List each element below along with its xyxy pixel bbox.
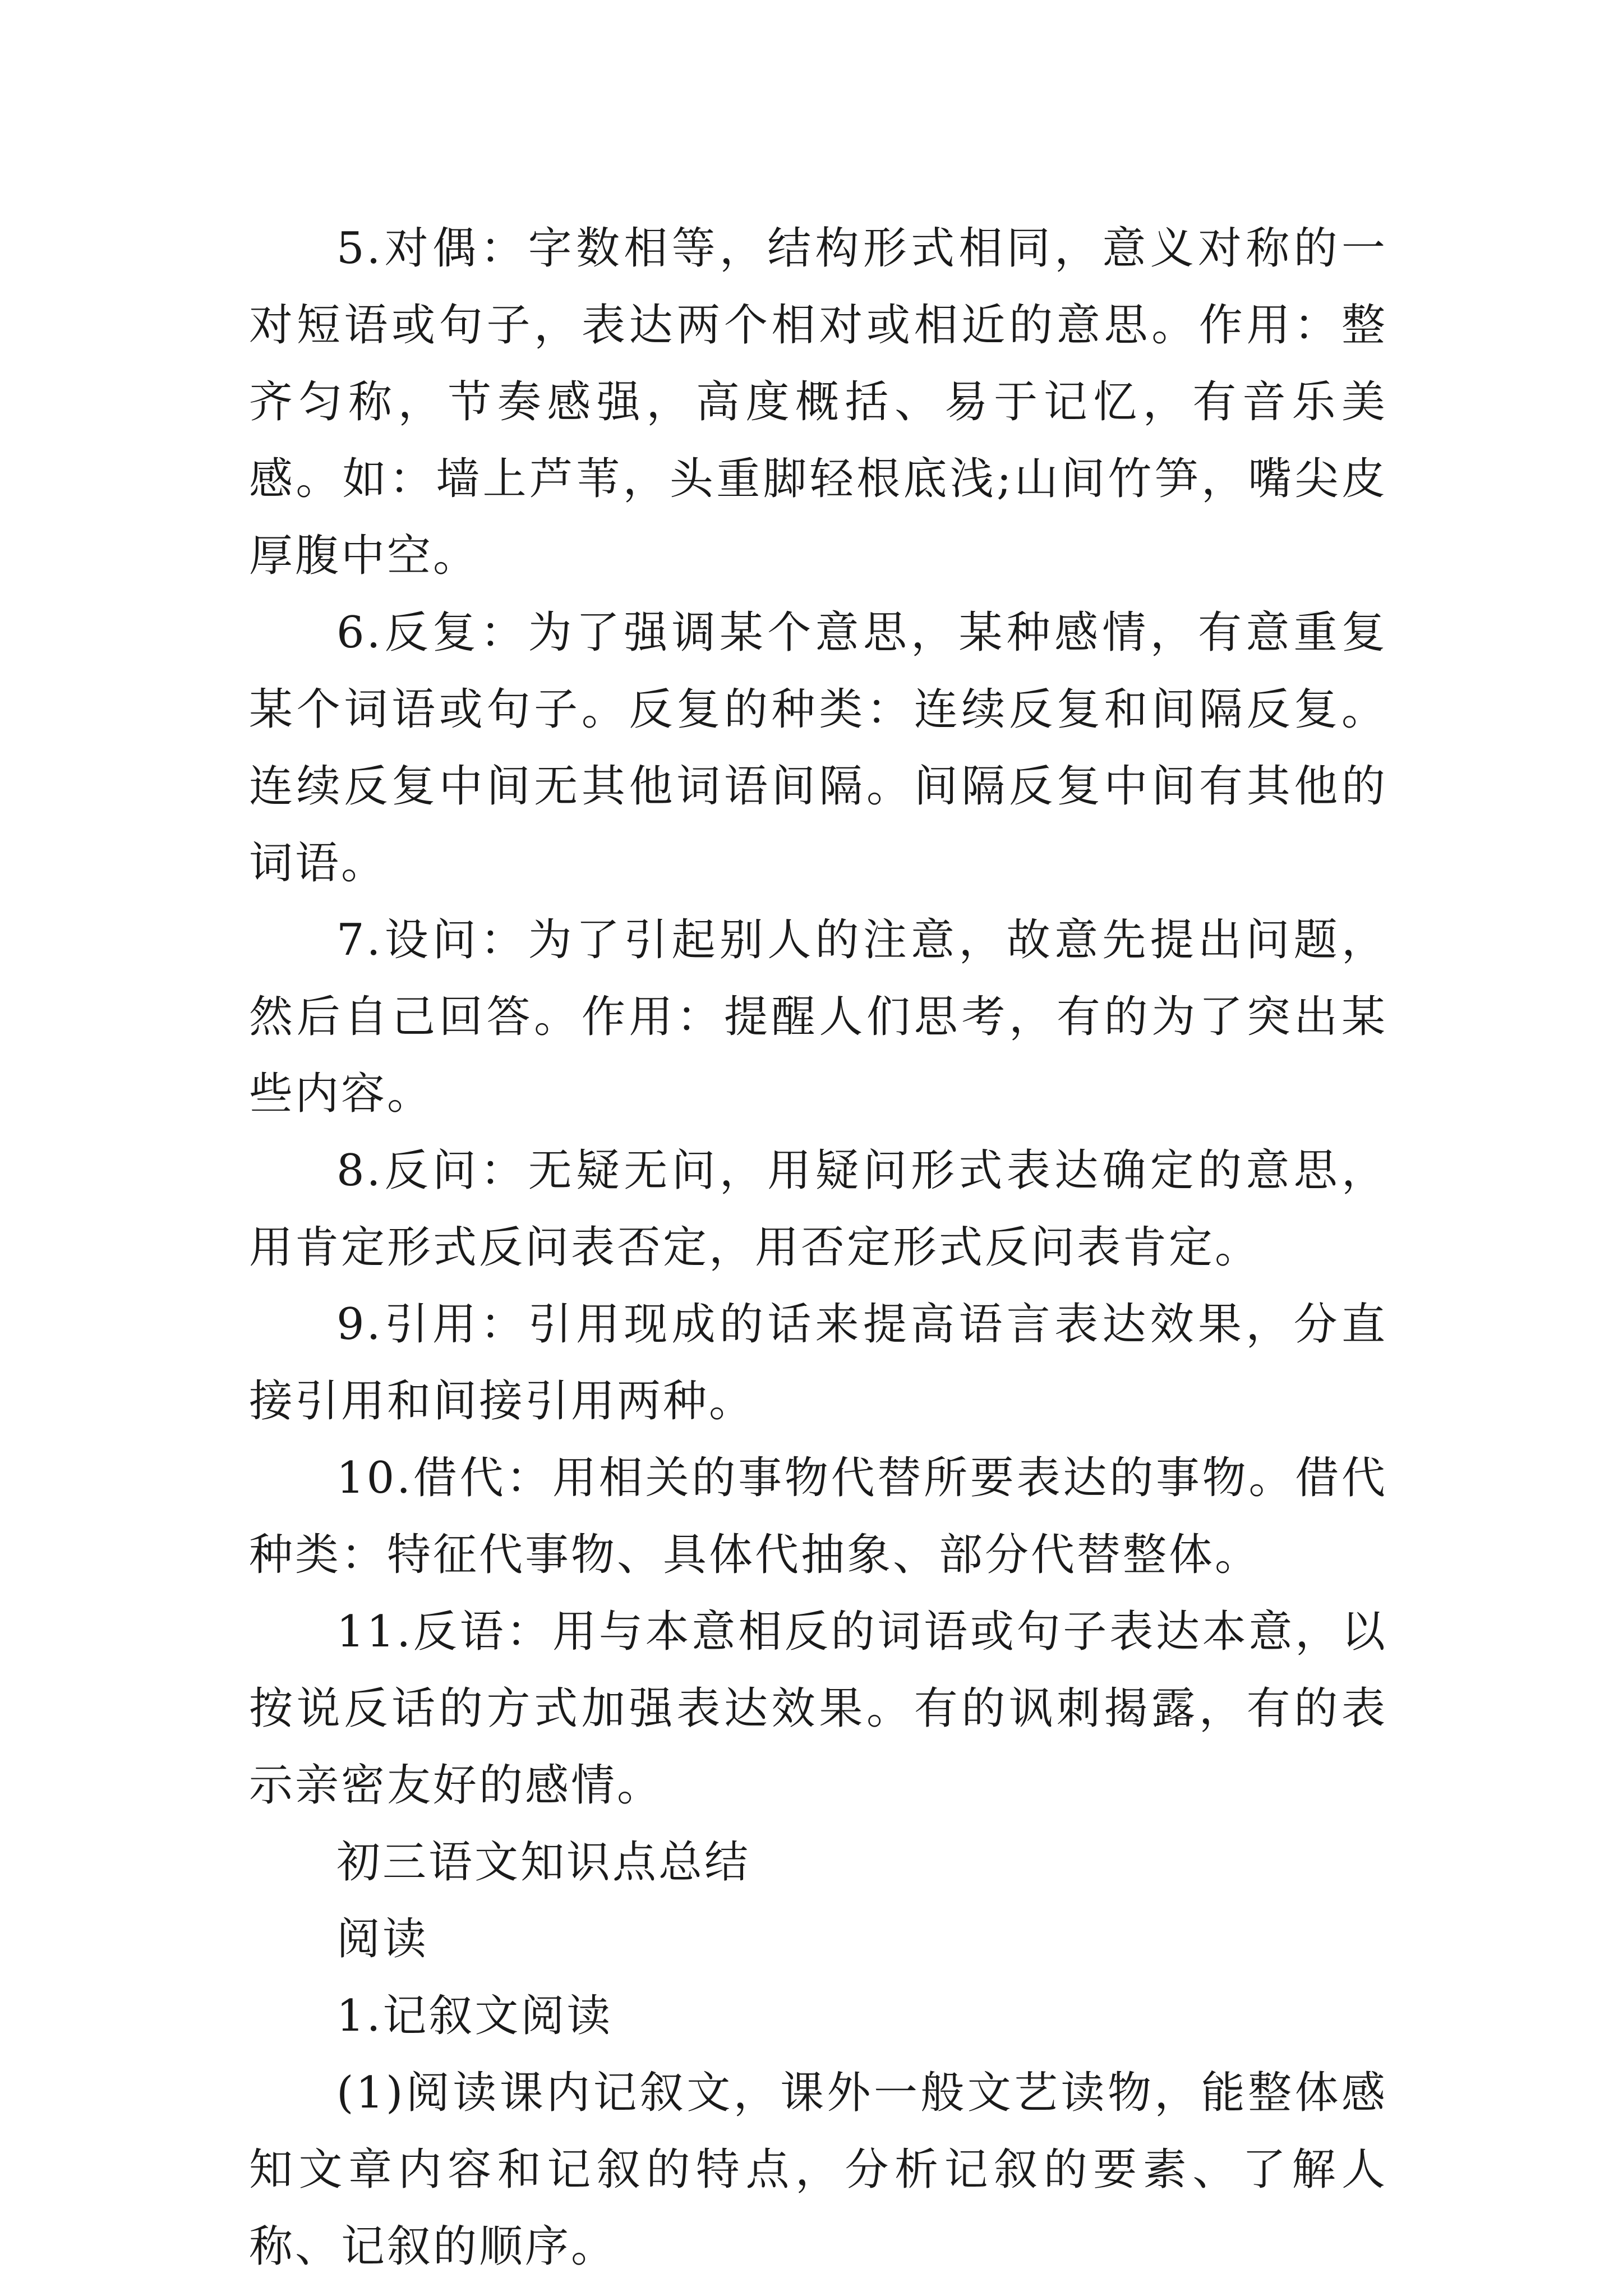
paragraph-fanwen: 8.反问：无疑无问，用疑问形式表达确定的意思，用肯定形式反问表否定，用否定形式反问表肯定。 xyxy=(249,1145,1387,1273)
paragraph-fanfu: 6.反复：为了强调某个意思，某种感情，有意重复某个词语或句子。反复的种类：连续反复和间隔反复。连续反复中间无其他词语间隔。间隔反复中间有其他的词语。 xyxy=(249,608,1387,889)
subsection-heading: 阅读 xyxy=(336,1914,429,1964)
paragraph-shewen: 7.设问：为了引起别人的注意，故意先提出问题，然后自己回答。作用：提醒人们思考，有的为了突出某些内容。 xyxy=(249,915,1387,1119)
paragraph-jiedai: 10.借代：用相关的事物代替所要表达的事物。借代种类：特征代事物、具体代抽象、部分代替整体。 xyxy=(249,1453,1387,1580)
item-heading: 1.记叙文阅读 xyxy=(336,1991,613,2041)
paragraph-fanyu: 11.反语：用与本意相反的词语或句子表达本意，以按说反话的方式加强表达效果。有的讽刺揭露，有的表示亲密友好的感情。 xyxy=(249,1607,1387,1811)
paragraph-duiou: 5.对偶：字数相等，结构形式相同，意义对称的一对短语或句子，表达两个相对或相近的意思。作用：整齐匀称，节奏感强，高度概括、易于记忆，有音乐美感。如：墙上芦苇，头重脚轻根底浅;山间竹笋，嘴尖皮厚腹中空。 xyxy=(249,223,1387,581)
section-heading: 初三语文知识点总结 xyxy=(336,1837,751,1888)
document-body xyxy=(249,210,1387,2285)
paragraph-yinyong: 9.引用：引用现成的话来提高语言表达效果，分直接引用和间接引用两种。 xyxy=(249,1299,1387,1427)
paragraph-reading-requirement: (1)阅读课内记叙文，课外一般文艺读物，能整体感知文章内容和记叙的特点，分析记叙的要素、了解人称、记叙的顺序。 xyxy=(249,2068,1387,2272)
